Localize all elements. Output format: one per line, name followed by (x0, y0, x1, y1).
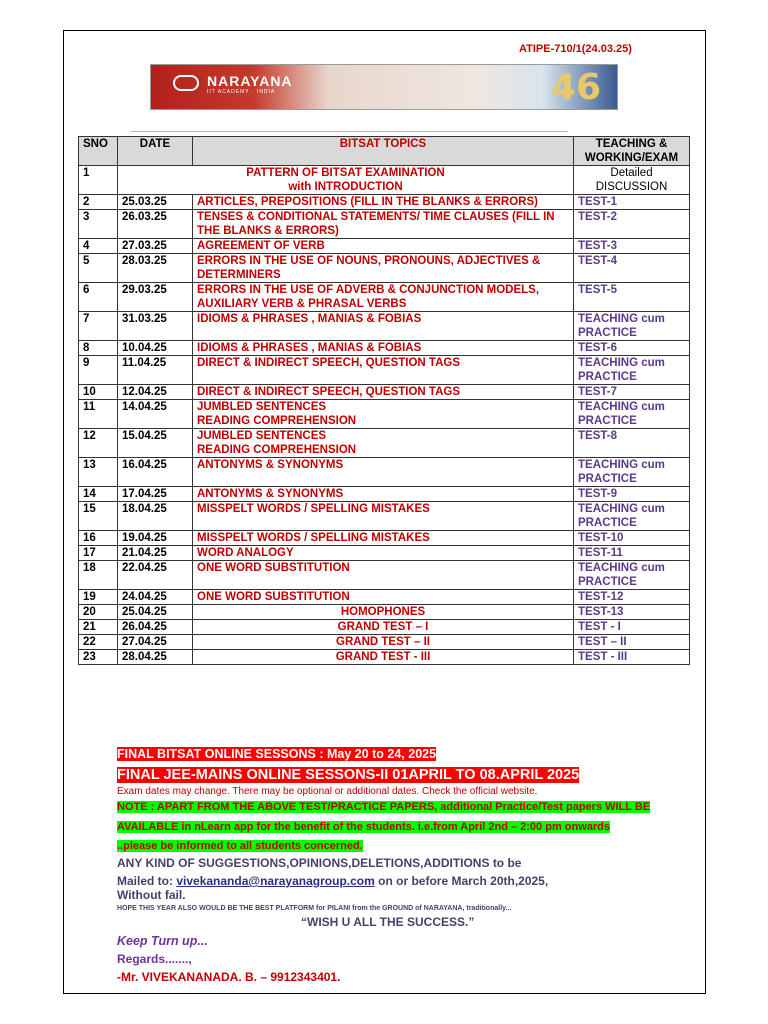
mailed-suffix: on or before March 20th,2025, (374, 874, 549, 888)
row-topic: ANTONYMS & SYNONYMS (193, 487, 574, 502)
row-date: 19.04.25 (118, 531, 193, 546)
row-type: TEACHING cum PRACTICE (574, 312, 690, 341)
row-topic: AGREEMENT OF VERB (193, 239, 574, 254)
table-row (79, 341, 690, 356)
row-topic: MISSPELT WORDS / SPELLING MISTAKES (193, 502, 574, 531)
row-topic: DIRECT & INDIRECT SPEECH, QUESTION TAGS (193, 356, 574, 385)
header-topics: BITSAT TOPICS (193, 137, 574, 166)
row-type: TEST-2 (574, 210, 690, 239)
row-sno: 1 (79, 166, 118, 195)
table-row (79, 650, 690, 665)
row-type: TEST-7 (574, 385, 690, 400)
row-topic: ONE WORD SUBSTITUTION (193, 590, 574, 605)
row-sno: 9 (79, 356, 118, 385)
row-date: 10.04.25 (118, 341, 193, 356)
row-sno: 18 (79, 561, 118, 590)
table-row (79, 561, 690, 590)
suggestions-text: ANY KIND OF SUGGESTIONS,OPINIONS,DELETIONS,ADDITIONS to be (117, 856, 522, 870)
final-jee-text: FINAL JEE-MAINS ONLINE SESSONS-II 01APRIL TO 08.APRIL 2025 (117, 767, 580, 783)
row-sno: 13 (79, 458, 118, 487)
header-type: TEACHING & WORKING/EXAM (574, 137, 690, 166)
exam-dates-note: Exam dates may change. There may be optional or additional dates. Check the official website. (117, 786, 538, 797)
row-type: TEACHING cum PRACTICE (574, 561, 690, 590)
row-type: TEST-10 (574, 531, 690, 546)
row-sno: 19 (79, 590, 118, 605)
table-row (79, 487, 690, 502)
row-sno: 5 (79, 254, 118, 283)
note-text-1: NOTE : APART FROM THE ABOVE TEST/PRACTICE PAPERS, additional Practice/Test papers WILL BE (117, 801, 651, 813)
row-sno: 10 (79, 385, 118, 400)
row-topic: WORD ANALOGY (193, 546, 574, 561)
row-date: 28.03.25 (118, 254, 193, 283)
row-date: 15.04.25 (118, 429, 193, 458)
narayana-banner-image (150, 64, 618, 110)
row-type: TEST-1 (574, 195, 690, 210)
keep-turn-up-text: Keep Turn up... (117, 934, 208, 948)
signature-text: -Mr. VIVEKANANADA. B. – 9912343401. (117, 970, 341, 984)
row-type: TEACHING cum PRACTICE (574, 502, 690, 531)
table-row (79, 590, 690, 605)
row-sno: 21 (79, 620, 118, 635)
row-topic: JUMBLED SENTENCES READING COMPREHENSION (193, 400, 574, 429)
table-row (79, 400, 690, 429)
row-date: 26.04.25 (118, 620, 193, 635)
row-type: TEST-13 (574, 605, 690, 620)
row-topic: ONE WORD SUBSTITUTION (193, 561, 574, 590)
banner-brand: NARAYANA (207, 73, 293, 89)
row-date: 27.03.25 (118, 239, 193, 254)
final-bitsat-text: FINAL BITSAT ONLINE SESSONS : May 20 to 24, 2025 (117, 747, 437, 761)
row-date: 26.03.25 (118, 210, 193, 239)
row-topic: ARTICLES, PREPOSITIONS (FILL IN THE BLANKS & ERRORS) (193, 195, 574, 210)
row-sno: 8 (79, 341, 118, 356)
row-topic: ERRORS IN THE USE OF ADVERB & CONJUNCTION MODELS, AUXILIARY VERB & PHRASAL VERBS (193, 283, 574, 312)
table-row (79, 239, 690, 254)
schedule-table (78, 136, 690, 665)
row-sno: 3 (79, 210, 118, 239)
table-row (79, 458, 690, 487)
row-sno: 7 (79, 312, 118, 341)
row-topic: MISSPELT WORDS / SPELLING MISTAKES (193, 531, 574, 546)
row-type: TEACHING cum PRACTICE (574, 356, 690, 385)
row-topic: JUMBLED SENTENCES READING COMPREHENSION (193, 429, 574, 458)
row-date: 17.04.25 (118, 487, 193, 502)
row-date: 28.04.25 (118, 650, 193, 665)
table-row (79, 635, 690, 650)
row-type: TEST-6 (574, 341, 690, 356)
table-row (79, 502, 690, 531)
table-row (79, 312, 690, 341)
row-date: 24.04.25 (118, 590, 193, 605)
row-type: TEACHING cum PRACTICE (574, 458, 690, 487)
header-sno: SNO (79, 137, 118, 166)
table-row (79, 166, 690, 195)
row-type: TEST-12 (574, 590, 690, 605)
hope-text: HOPE THIS YEAR ALSO WOULD BE THE BEST PLATFORM for PILANI from the GROUND of NARAYANA, traditionally... (117, 905, 512, 912)
table-row (79, 195, 690, 210)
row-sno: 16 (79, 531, 118, 546)
document-reference: ATIPE-710/1(24.03.25) (519, 43, 632, 55)
row-date: 16.04.25 (118, 458, 193, 487)
row-sno: 15 (79, 502, 118, 531)
row-date: 25.03.25 (118, 195, 193, 210)
divider (131, 131, 568, 132)
table-row (79, 254, 690, 283)
table-row (79, 210, 690, 239)
banner-subtitle: IIT ACADEMY · INDIA (207, 89, 276, 95)
wish-text: “WISH U ALL THE SUCCESS.” (301, 915, 475, 929)
row-type: TEST-3 (574, 239, 690, 254)
row-date: 18.04.25 (118, 502, 193, 531)
row-sno: 6 (79, 283, 118, 312)
anniversary-badge: 46 (550, 67, 602, 108)
email-link[interactable]: vivekananda@narayanagroup.com (176, 874, 375, 888)
row-topic: HOMOPHONES (193, 605, 574, 620)
header-date: DATE (118, 137, 193, 166)
row-sno: 20 (79, 605, 118, 620)
row-topic: PATTERN OF BITSAT EXAMINATION with INTRODUCTION (118, 166, 574, 195)
note-line-1 (117, 800, 650, 814)
row-topic: IDIOMS & PHRASES , MANIAS & FOBIAS (193, 341, 574, 356)
mailed-to-line (117, 874, 548, 888)
row-sno: 12 (79, 429, 118, 458)
narayana-logo (173, 73, 373, 93)
row-topic: TENSES & CONDITIONAL STATEMENTS/ TIME CLAUSES (FILL IN THE BLANKS & ERRORS) (193, 210, 574, 239)
table-row (79, 605, 690, 620)
row-date: 11.04.25 (118, 356, 193, 385)
mailed-prefix: Mailed to: (117, 874, 177, 888)
row-type: TEST – II (574, 635, 690, 650)
row-sno: 23 (79, 650, 118, 665)
logo-mark-icon (173, 75, 199, 91)
table-row (79, 385, 690, 400)
table-row (79, 531, 690, 546)
row-sno: 14 (79, 487, 118, 502)
row-date: 21.04.25 (118, 546, 193, 561)
row-date: 29.03.25 (118, 283, 193, 312)
row-topic: ANTONYMS & SYNONYMS (193, 458, 574, 487)
row-topic: GRAND TEST – II (193, 635, 574, 650)
row-type: TEST-11 (574, 546, 690, 561)
row-date: 22.04.25 (118, 561, 193, 590)
row-date: 14.04.25 (118, 400, 193, 429)
regards-text: Regards......., (117, 952, 192, 966)
row-sno: 11 (79, 400, 118, 429)
without-fail-text: Without fail. (117, 888, 186, 902)
row-topic: GRAND TEST – I (193, 620, 574, 635)
table-row (79, 356, 690, 385)
row-topic: ERRORS IN THE USE OF NOUNS, PRONOUNS, ADJECTIVES & DETERMINERS (193, 254, 574, 283)
row-sno: 4 (79, 239, 118, 254)
final-bitsat-note (117, 747, 436, 761)
row-date: 25.04.25 (118, 605, 193, 620)
row-sno: 17 (79, 546, 118, 561)
row-date: 12.04.25 (118, 385, 193, 400)
row-topic: GRAND TEST - III (193, 650, 574, 665)
table-row (79, 546, 690, 561)
row-type: TEST-9 (574, 487, 690, 502)
table-row (79, 283, 690, 312)
row-topic: DIRECT & INDIRECT SPEECH, QUESTION TAGS (193, 385, 574, 400)
row-date: 31.03.25 (118, 312, 193, 341)
row-type: TEST - I (574, 620, 690, 635)
row-type: TEST - III (574, 650, 690, 665)
row-type: TEST-5 (574, 283, 690, 312)
row-topic: IDIOMS & PHRASES , MANIAS & FOBIAS (193, 312, 574, 341)
table-header-row (79, 137, 690, 166)
note-text-2: AVAILABLE in nLearn app for the benefit of the students. i.e.from April 2nd – 2:00 pm onwards (117, 821, 611, 833)
row-type: Detailed DISCUSSION (574, 166, 690, 195)
note-line-2 (117, 820, 610, 834)
note-text-3: ..please be informed to all students concerned. (117, 840, 363, 852)
row-sno: 22 (79, 635, 118, 650)
table-row (79, 429, 690, 458)
row-type: TEST-4 (574, 254, 690, 283)
final-jee-note (117, 767, 579, 783)
row-type: TEST-8 (574, 429, 690, 458)
row-type: TEACHING cum PRACTICE (574, 400, 690, 429)
table-row (79, 620, 690, 635)
row-date: 27.04.25 (118, 635, 193, 650)
note-line-3 (117, 839, 363, 853)
row-sno: 2 (79, 195, 118, 210)
